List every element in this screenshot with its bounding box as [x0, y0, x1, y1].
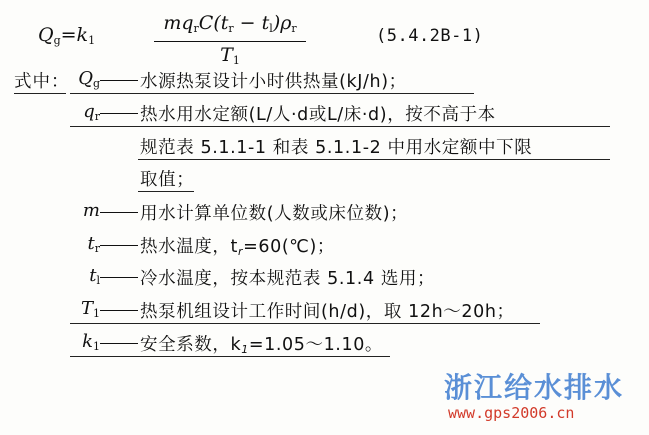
def-text-tr: 热水温度，$t_r=60(℃)$；: [140, 237, 336, 258]
def-text-qg: 水源热泵设计小时供热量(kJ/h)；: [140, 72, 407, 92]
equation-number: (5.4.2B-1): [376, 26, 484, 46]
where-prefix: 式中：: [14, 72, 70, 92]
def-text-tl: 冷水温度，按本规范表 5.1.4 选用；: [140, 269, 436, 289]
fraction-bar: [154, 41, 306, 42]
def-underline: [70, 356, 390, 357]
def-underline: [138, 159, 610, 160]
def-text-qr: 热水用水定额(L/人·d或L/床·d)，按不高于本: [140, 105, 496, 125]
def-dash: [100, 310, 138, 311]
def-underline: [138, 191, 194, 192]
def-dash: [100, 343, 138, 344]
def-text-t1: 热泵机组设计工作时间(h/d)，取 12h～20h；: [140, 302, 515, 322]
def-underline: [70, 93, 474, 94]
def-symbol-t1: $T_1$: [80, 298, 100, 320]
watermark-title: 浙江给水排水: [444, 371, 625, 404]
watermark-url: www.gps2006.cn: [448, 404, 575, 422]
def-symbol-tr: $t_r$: [87, 233, 100, 255]
def-text-qr-cont2: 取值；: [140, 170, 195, 190]
def-dash: [100, 212, 138, 213]
def-text-k1: 安全系数，$k_1=1.05\sim 1.10$。: [140, 335, 384, 356]
def-underline: [70, 323, 540, 324]
def-dash: [100, 245, 138, 246]
formula-fraction: [154, 12, 306, 72]
def-underline: [70, 126, 610, 127]
def-symbol-qg: $Q_g$: [78, 68, 100, 90]
prefix-underline: [14, 93, 66, 94]
def-dash: [100, 277, 138, 278]
def-text-qr-cont1: 规范表 5.1.1-1 和表 5.1.1-2 中用水定额中下限: [140, 138, 533, 158]
formula-numerator: $mq_rC(t_r - t_l)\rho_r$: [163, 12, 297, 35]
formula-denominator: $T_1$: [220, 44, 240, 67]
def-dash: [100, 113, 138, 114]
def-dash: [100, 80, 138, 81]
def-symbol-k1: $k_1$: [82, 331, 100, 353]
def-text-m: 用水计算单位数(人数或床位数)；: [140, 204, 409, 224]
def-symbol-qr: $q_r$: [83, 101, 100, 123]
def-symbol-m: m: [82, 200, 100, 221]
formula-lhs: $Q_g=k_1$: [38, 24, 96, 47]
def-symbol-tl: $t_l$: [89, 265, 100, 287]
